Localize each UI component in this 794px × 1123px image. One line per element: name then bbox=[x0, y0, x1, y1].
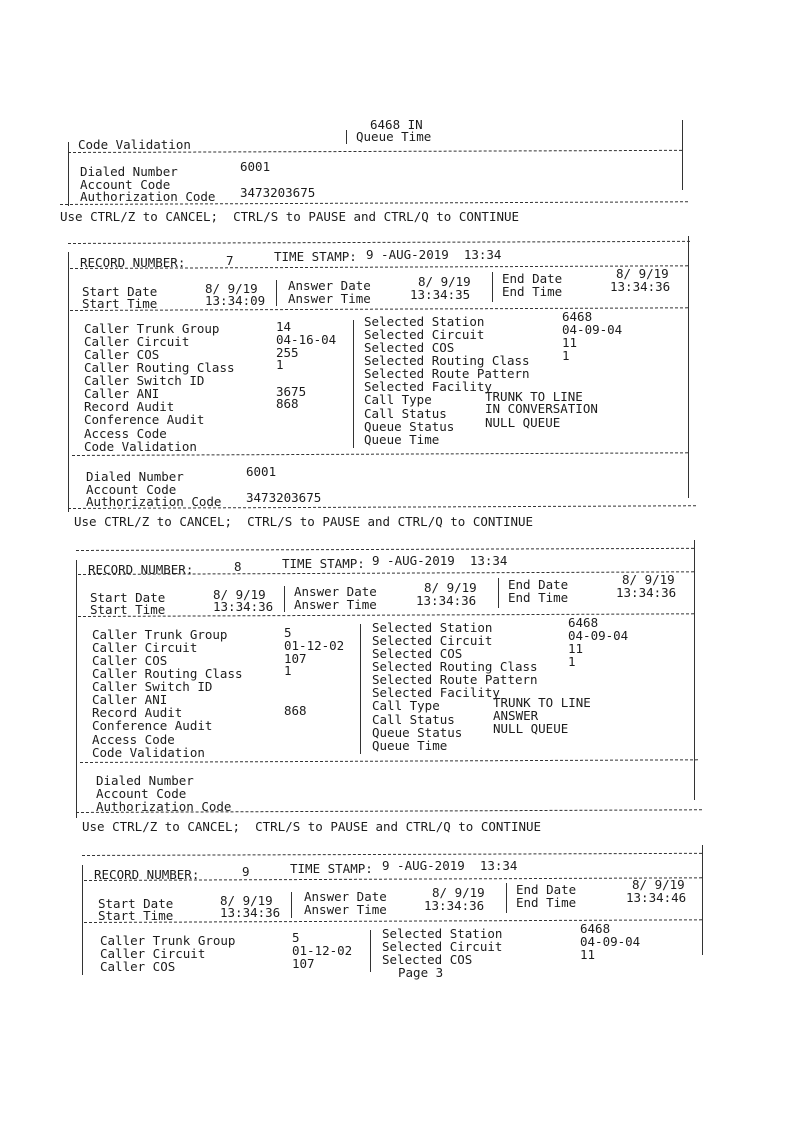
authorization-code-value: 3473203675 bbox=[240, 185, 316, 200]
call-status-value: ANSWER bbox=[493, 708, 539, 723]
caller-cos-label: Caller COS bbox=[92, 653, 168, 668]
dialed-number-label: Dialed Number bbox=[80, 164, 178, 179]
column-divider bbox=[284, 586, 285, 612]
caller-cos-label: Caller COS bbox=[84, 347, 160, 362]
selected-cos-value: 11 bbox=[562, 335, 578, 350]
column-divider bbox=[506, 883, 507, 913]
divider bbox=[82, 853, 702, 856]
conference-audit-label: Conference Audit bbox=[84, 412, 205, 427]
account-code-label: Account Code bbox=[80, 177, 171, 192]
column-divider bbox=[353, 320, 354, 448]
start-time-label: Start Time bbox=[82, 296, 158, 311]
selected-cos-value: 11 bbox=[568, 641, 584, 656]
call-status-label: Call Status bbox=[372, 712, 455, 727]
answer-date-label: Answer Date bbox=[288, 278, 371, 293]
station-line: 6468 IN bbox=[370, 117, 423, 132]
timestamp-label: TIME STAMP: bbox=[290, 861, 373, 876]
answer-date-value: 8/ 9/19 bbox=[432, 885, 485, 900]
answer-time-value: 13:34:36 bbox=[424, 898, 485, 913]
caller-circuit-value: 04-16-04 bbox=[276, 332, 337, 347]
selected-routing-class-value: 1 bbox=[562, 348, 570, 363]
column-divider bbox=[492, 272, 493, 302]
caller-circuit-label: Caller Circuit bbox=[92, 640, 198, 655]
start-date-value: 8/ 9/19 bbox=[220, 893, 273, 908]
call-type-label: Call Type bbox=[364, 392, 432, 407]
code-validation-label: Code Validation bbox=[92, 745, 205, 760]
authorization-code-label: Authorization Code bbox=[96, 799, 232, 814]
caller-switch-id-label: Caller Switch ID bbox=[84, 373, 205, 388]
call-status-label: Call Status bbox=[364, 406, 447, 421]
timestamp-value: 9 -AUG-2019 13:34 bbox=[372, 553, 508, 568]
end-time-value: 13:34:36 bbox=[610, 279, 671, 294]
answer-time-value: 13:34:35 bbox=[410, 287, 471, 302]
end-date-value: 8/ 9/19 bbox=[632, 877, 685, 892]
column-divider bbox=[291, 892, 292, 918]
start-date-value: 8/ 9/19 bbox=[205, 281, 258, 296]
caller-cos-value: 107 bbox=[284, 651, 307, 666]
selected-circuit-value: 04-09-04 bbox=[568, 628, 629, 643]
start-date-value: 8/ 9/19 bbox=[213, 587, 266, 602]
record-number-label: RECORD NUMBER: bbox=[80, 255, 186, 270]
dialed-number-label: Dialed Number bbox=[96, 773, 194, 788]
caller-circuit-value: 01-12-02 bbox=[284, 638, 345, 653]
timestamp-label: TIME STAMP: bbox=[274, 249, 357, 264]
record-audit-label: Record Audit bbox=[92, 705, 183, 720]
caller-trunk-group-value: 14 bbox=[276, 319, 292, 334]
dialed-number-value: 6001 bbox=[240, 159, 271, 174]
caller-cos-label: Caller COS bbox=[100, 959, 176, 974]
frame-left bbox=[82, 865, 83, 975]
answer-date-label: Answer Date bbox=[294, 584, 377, 599]
selected-route-pattern-label: Selected Route Pattern bbox=[364, 366, 530, 381]
start-time-value: 13:34:09 bbox=[205, 293, 266, 308]
record-number-label: RECORD NUMBER: bbox=[94, 867, 200, 882]
caller-trunk-group-label: Caller Trunk Group bbox=[84, 321, 220, 336]
timestamp-label: TIME STAMP: bbox=[282, 556, 365, 571]
caller-trunk-group-label: Caller Trunk Group bbox=[92, 627, 228, 642]
end-time-label: End Time bbox=[508, 590, 569, 605]
selected-cos-label: Selected COS bbox=[364, 340, 455, 355]
selected-cos-label: Selected COS bbox=[372, 646, 463, 661]
start-date-label: Start Date bbox=[98, 896, 174, 911]
column-divider bbox=[498, 578, 499, 608]
column-divider bbox=[370, 930, 371, 972]
authorization-code-label: Authorization Code bbox=[86, 494, 222, 509]
start-time-value: 13:34:36 bbox=[220, 905, 281, 920]
start-date-label: Start Date bbox=[90, 590, 166, 605]
frame-right bbox=[682, 120, 683, 190]
selected-routing-class-label: Selected Routing Class bbox=[372, 659, 538, 674]
call-type-value: TRUNK TO LINE bbox=[493, 695, 591, 710]
selected-circuit-label: Selected Circuit bbox=[372, 633, 493, 648]
caller-circuit-label: Caller Circuit bbox=[100, 946, 206, 961]
column-divider bbox=[346, 130, 347, 144]
start-time-label: Start Time bbox=[90, 602, 166, 617]
caller-routing-class-label: Caller Routing Class bbox=[92, 666, 243, 681]
selected-cos-value: 11 bbox=[580, 947, 596, 962]
queue-status-value: NULL QUEUE bbox=[493, 721, 569, 736]
caller-switch-id-label: Caller Switch ID bbox=[92, 679, 213, 694]
caller-ani-value: 3675 bbox=[276, 384, 307, 399]
record-number-value: 8 bbox=[234, 559, 242, 574]
frame-left bbox=[68, 252, 69, 512]
record-audit-value: 868 bbox=[284, 703, 307, 718]
selected-station-label: Selected Station bbox=[382, 926, 503, 941]
dialed-number-value: 6001 bbox=[246, 464, 277, 479]
divider bbox=[76, 548, 694, 551]
caller-circuit-value: 01-12-02 bbox=[292, 943, 353, 958]
code-validation-label: Code Validation bbox=[78, 137, 191, 152]
frame-right bbox=[694, 540, 695, 800]
start-time-label: Start Time bbox=[98, 908, 174, 923]
call-type-label: Call Type bbox=[372, 698, 440, 713]
caller-routing-class-label: Caller Routing Class bbox=[84, 360, 235, 375]
frame-right bbox=[702, 845, 703, 955]
answer-time-value: 13:34:36 bbox=[416, 593, 477, 608]
caller-cos-value: 255 bbox=[276, 345, 299, 360]
caller-trunk-group-value: 5 bbox=[284, 625, 292, 640]
start-time-value: 13:34:36 bbox=[213, 599, 274, 614]
caller-trunk-group-label: Caller Trunk Group bbox=[100, 933, 236, 948]
record-number-value: 7 bbox=[226, 253, 234, 268]
queue-time-label: Queue Time bbox=[364, 432, 440, 447]
column-divider bbox=[360, 624, 361, 754]
end-date-label: End Date bbox=[502, 271, 563, 286]
call-status-value: IN CONVERSATION bbox=[485, 401, 598, 416]
selected-facility-label: Selected Facility bbox=[364, 379, 492, 394]
caller-trunk-group-value: 5 bbox=[292, 930, 300, 945]
frame-left bbox=[76, 560, 77, 818]
authorization-code-label: Authorization Code bbox=[80, 189, 216, 204]
answer-time-label: Answer Time bbox=[304, 902, 387, 917]
queue-status-label: Queue Status bbox=[364, 419, 455, 434]
frame-right bbox=[688, 236, 689, 498]
caller-ani-label: Caller ANI bbox=[84, 386, 160, 401]
divider bbox=[68, 241, 690, 244]
timestamp-value: 9 -AUG-2019 13:34 bbox=[366, 247, 502, 262]
selected-circuit-value: 04-09-04 bbox=[562, 322, 623, 337]
dialed-number-label: Dialed Number bbox=[86, 469, 184, 484]
control-instructions: Use CTRL/Z to CANCEL; CTRL/S to PAUSE and CTRL/Q to CONTINUE bbox=[60, 209, 520, 224]
selected-facility-label: Selected Facility bbox=[372, 685, 500, 700]
control-instructions: Use CTRL/Z to CANCEL; CTRL/S to PAUSE and CTRL/Q to CONTINUE bbox=[82, 819, 542, 834]
account-code-label: Account Code bbox=[86, 482, 177, 497]
account-code-label: Account Code bbox=[96, 786, 187, 801]
record-audit-label: Record Audit bbox=[84, 399, 175, 414]
divider bbox=[78, 613, 694, 617]
record-number-label: RECORD NUMBER: bbox=[88, 562, 194, 577]
answer-date-value: 8/ 9/19 bbox=[424, 580, 477, 595]
end-date-label: End Date bbox=[516, 882, 577, 897]
answer-date-label: Answer Date bbox=[304, 889, 387, 904]
page-number: Page 3 bbox=[398, 965, 444, 980]
start-date-label: Start Date bbox=[82, 284, 158, 299]
caller-cos-value: 107 bbox=[292, 956, 315, 971]
selected-station-label: Selected Station bbox=[364, 314, 485, 329]
authorization-code-value: 3473203675 bbox=[246, 490, 322, 505]
end-date-label: End Date bbox=[508, 577, 569, 592]
caller-ani-label: Caller ANI bbox=[92, 692, 168, 707]
selected-station-label: Selected Station bbox=[372, 620, 493, 635]
call-type-value: TRUNK TO LINE bbox=[485, 389, 583, 404]
record-number-value: 9 bbox=[242, 864, 250, 879]
selected-routing-class-label: Selected Routing Class bbox=[364, 353, 530, 368]
selected-circuit-value: 04-09-04 bbox=[580, 934, 641, 949]
selected-circuit-label: Selected Circuit bbox=[364, 327, 485, 342]
end-date-value: 8/ 9/19 bbox=[616, 266, 669, 281]
queue-time-label: Queue Time bbox=[356, 129, 432, 144]
answer-time-label: Answer Time bbox=[288, 291, 371, 306]
record-audit-value: 868 bbox=[276, 396, 299, 411]
access-code-label: Access Code bbox=[92, 732, 175, 747]
conference-audit-label: Conference Audit bbox=[92, 718, 213, 733]
selected-station-value: 6468 bbox=[562, 309, 593, 324]
selected-route-pattern-label: Selected Route Pattern bbox=[372, 672, 538, 687]
answer-time-label: Answer Time bbox=[294, 597, 377, 612]
answer-date-value: 8/ 9/19 bbox=[418, 274, 471, 289]
selected-routing-class-value: 1 bbox=[568, 654, 576, 669]
queue-status-label: Queue Status bbox=[372, 725, 463, 740]
queue-status-value: NULL QUEUE bbox=[485, 415, 561, 430]
end-time-value: 13:34:46 bbox=[626, 890, 687, 905]
caller-circuit-label: Caller Circuit bbox=[84, 334, 190, 349]
caller-routing-class-value: 1 bbox=[284, 663, 292, 678]
column-divider bbox=[276, 280, 277, 306]
end-date-value: 8/ 9/19 bbox=[622, 572, 675, 587]
end-time-label: End Time bbox=[502, 284, 563, 299]
selected-station-value: 6468 bbox=[568, 615, 599, 630]
control-instructions: Use CTRL/Z to CANCEL; CTRL/S to PAUSE and CTRL/Q to CONTINUE bbox=[74, 514, 534, 529]
selected-station-value: 6468 bbox=[580, 921, 611, 936]
selected-cos-label: Selected COS bbox=[382, 952, 473, 967]
selected-circuit-label: Selected Circuit bbox=[382, 939, 503, 954]
divider bbox=[70, 307, 688, 311]
caller-routing-class-value: 1 bbox=[276, 357, 284, 372]
end-time-label: End Time bbox=[516, 895, 577, 910]
timestamp-value: 9 -AUG-2019 13:34 bbox=[382, 858, 518, 873]
end-time-value: 13:34:36 bbox=[616, 585, 677, 600]
code-validation-label: Code Validation bbox=[84, 439, 197, 454]
queue-time-label: Queue Time bbox=[372, 738, 448, 753]
access-code-label: Access Code bbox=[84, 426, 167, 441]
